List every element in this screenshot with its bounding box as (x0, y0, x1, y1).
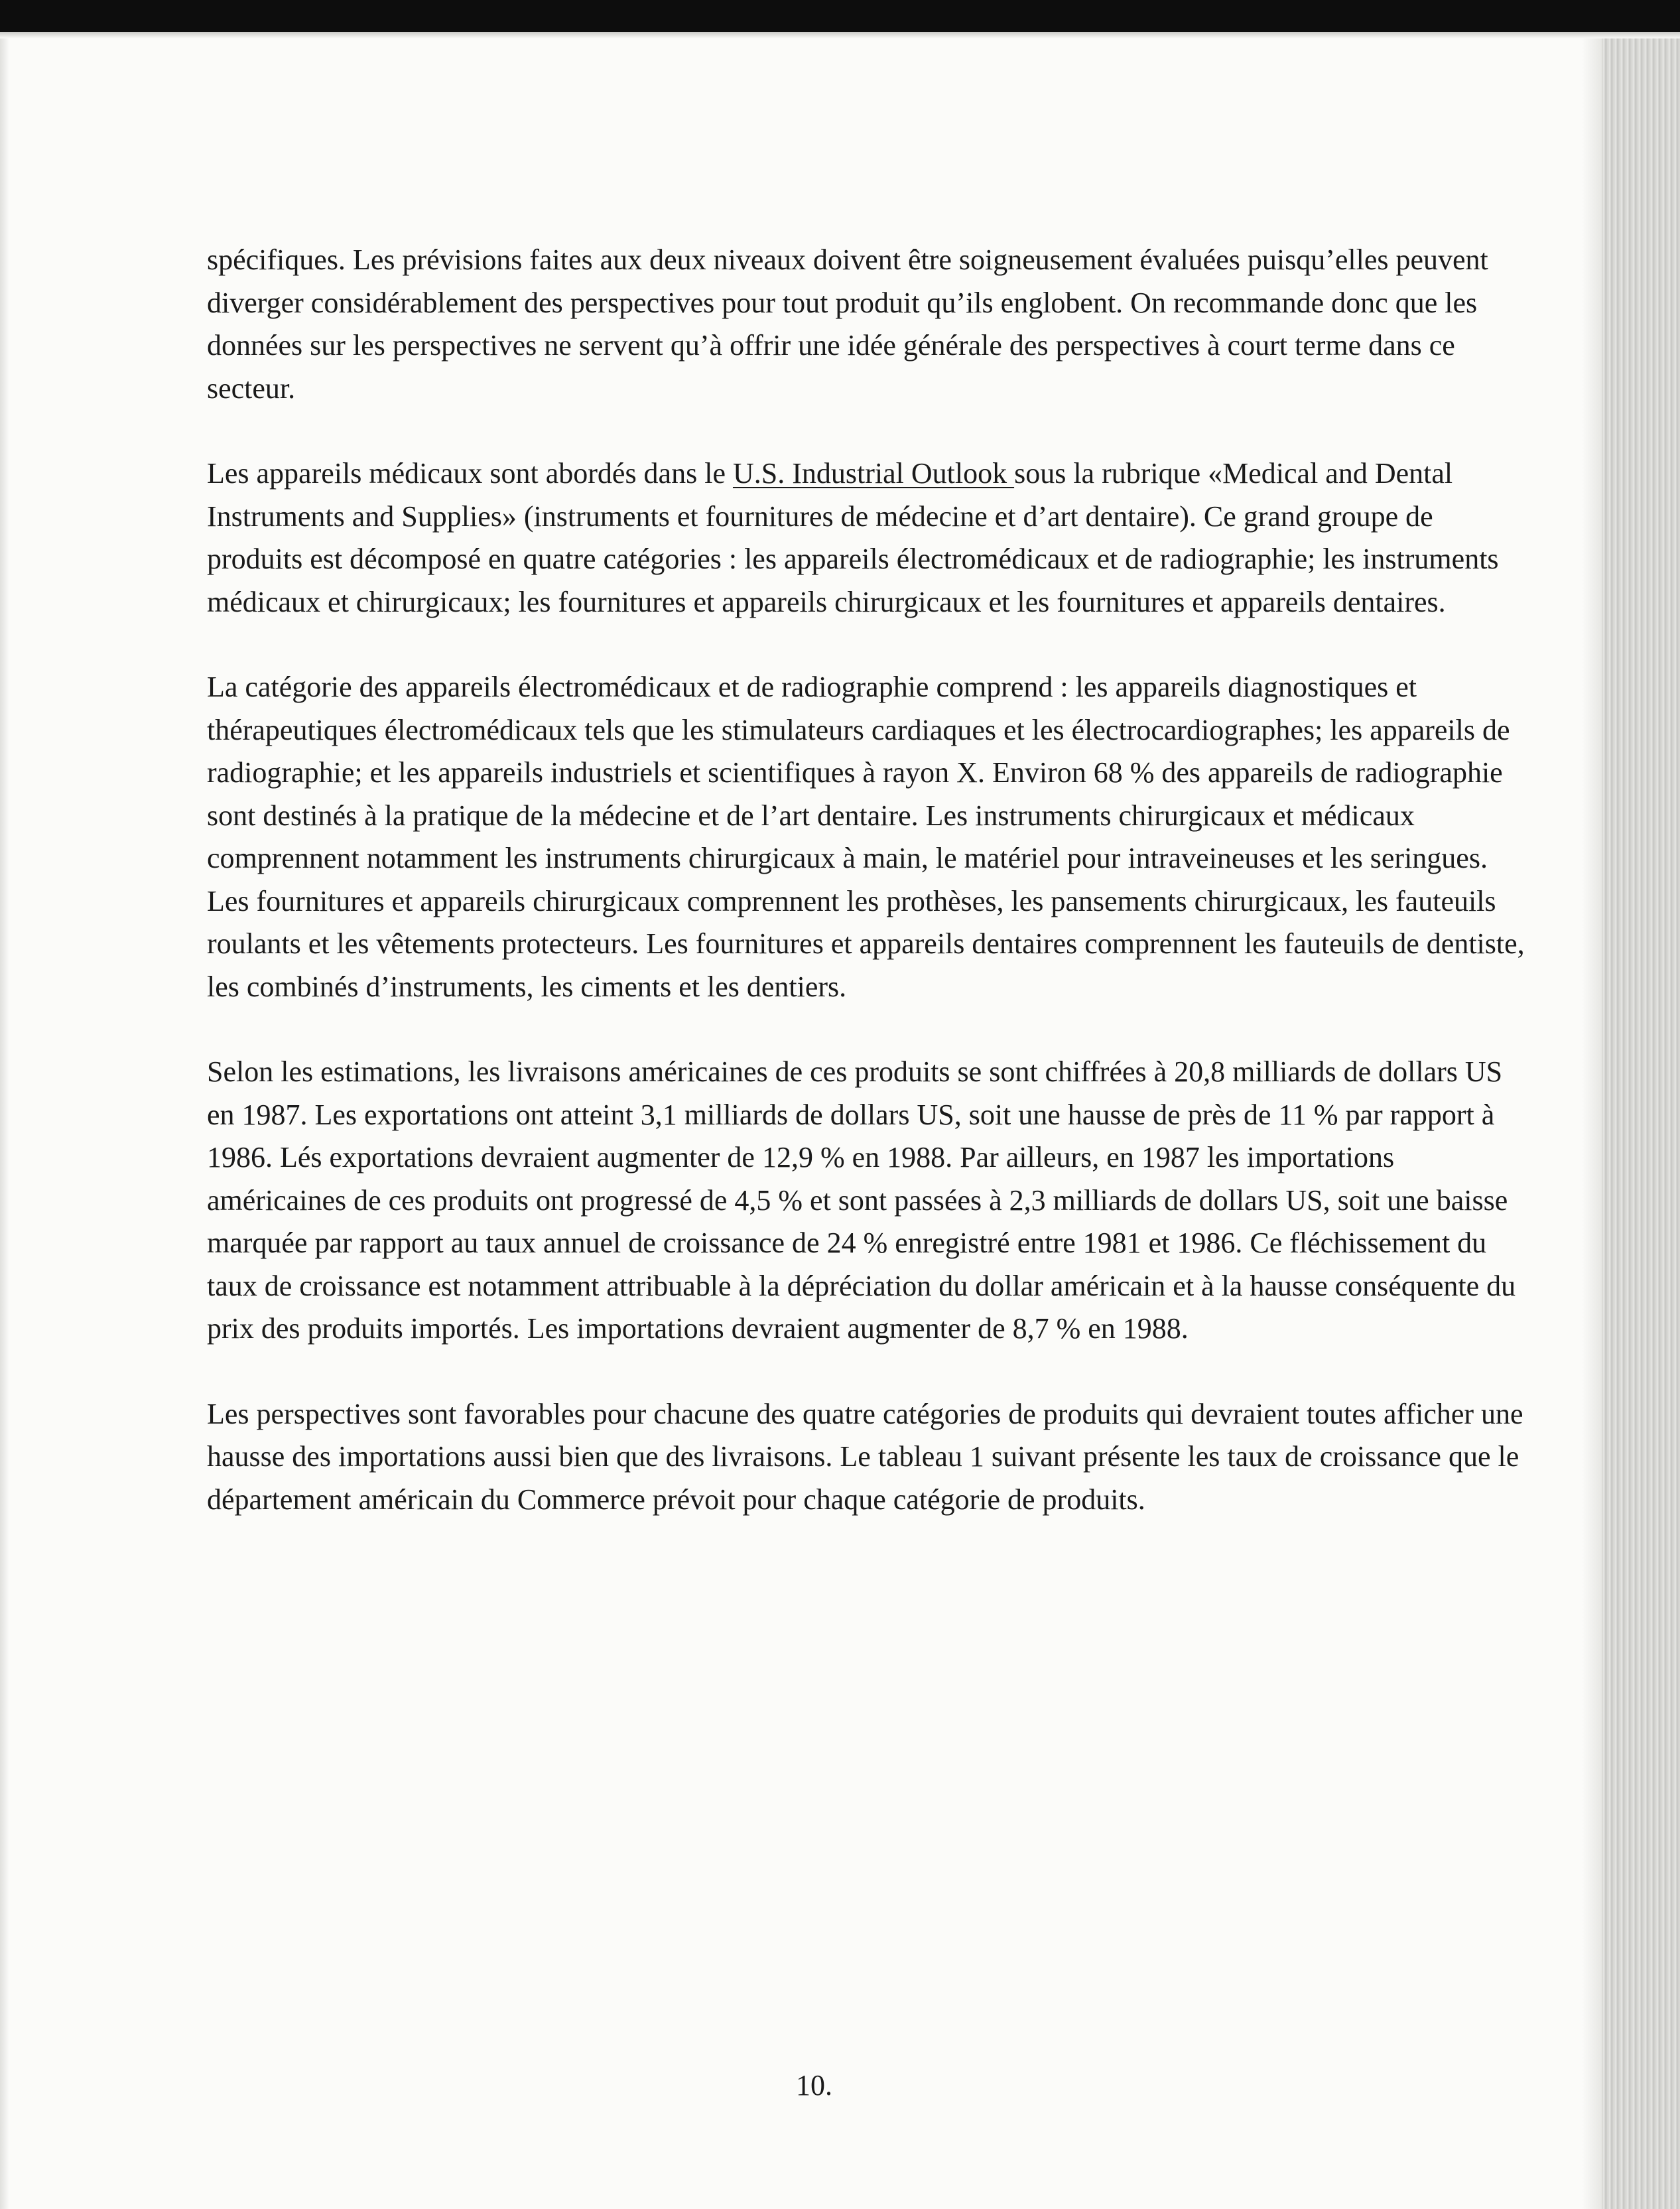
scan-right-edge (1602, 38, 1680, 2209)
paragraph-1: spécifiques. Les prévisions faites aux deux niveaux doivent être soigneusement évaluées puisqu’elles peuvent diverger considérablement des perspectives pour tout produit qu’ils englobent. On recommande donc que les données sur les perspectives ne servent qu’à offrir une idée générale des perspectives à court terme dans ce secteur. (207, 243, 1488, 405)
scan-right-shadow (1582, 38, 1602, 2209)
paragraph-5: Les perspectives sont favorables pour chacune des quatre catégories de produits qui devraient toutes afficher une hausse des importations aussi bien que des livraisons. Le tableau 1 suivant présente les taux de croissance que le département américain du Commerce prévoit pour chaque catégorie de produits. (207, 1397, 1523, 1516)
scan-top-shadow (0, 32, 1680, 38)
paragraph-2 (207, 452, 1527, 624)
body-text (207, 239, 1527, 1564)
publication-title: U.S. Industrial Outlook (732, 457, 1015, 490)
paragraph-4: Selon les estimations, les livraisons américaines de ces produits se sont chiffrées à 20,8 milliards de dollars US en 1987. Les exportations ont atteint 3,1 milliards de dollars US, soit une hausse de près de 11 % par rapport à 1986. Lés exportations devraient augmenter de 12,9 % en 1988. Par ailleurs, en 1987 les importations américaines de ces produits ont progressé de 4,5 % et sont passées à 2,3 milliards de dollars US, soit une baisse marquée par rapport au taux annuel de croissance de 24 % enregistré entre 1981 et 1986. Ce fléchissement du taux de croissance est notamment attribuable à la dépréciation du dollar américain et à la hausse conséquente du prix des produits importés. Les importations devraient augmenter de 8,7 % en 1988. (207, 1055, 1516, 1345)
page-number: 10. (796, 2069, 832, 2102)
paragraph-2-rest: sous la rubrique «Medical and Dental Instruments and Supplies» (instruments et fournitures de médecine et d’art dentaire). Ce grand groupe de produits est décomposé en quatre catégories : les appareils électromédicaux et de radiographie; les instruments médicaux et chirurgicaux; les fournitures et appareils chirurgicaux et les fournitures et appareils dentaires. (207, 457, 1499, 618)
scan-left-edge (0, 38, 9, 2209)
scan-top-edge (0, 0, 1680, 32)
paragraph-2-start: Les appareils médicaux sont abordés dans le (207, 457, 733, 490)
paragraph-3: La catégorie des appareils électromédicaux et de radiographie comprend : les appareils diagnostiques et thérapeutiques électromédicaux tels que les stimulateurs cardiaques et les électrocardiographes; les appareils de radiographie; et les appareils industriels et scientifiques à rayon X. Environ 68 % des appareils de radiographie sont destinés à la pratique de la médecine et de l’art dentaire. Les instruments chirurgicaux et médicaux comprennent notamment les instruments chirurgicaux à main, le matériel pour intraveineuses et les seringues. Les fournitures et appareils chirurgicaux comprennent les prothèses, les pansements chirurgicaux, les fauteuils roulants et les vêtements protecteurs. Les fournitures et appareils dentaires comprennent les fauteuils de dentiste, les combinés d’instruments, les ciments et les dentiers. (207, 671, 1525, 1003)
